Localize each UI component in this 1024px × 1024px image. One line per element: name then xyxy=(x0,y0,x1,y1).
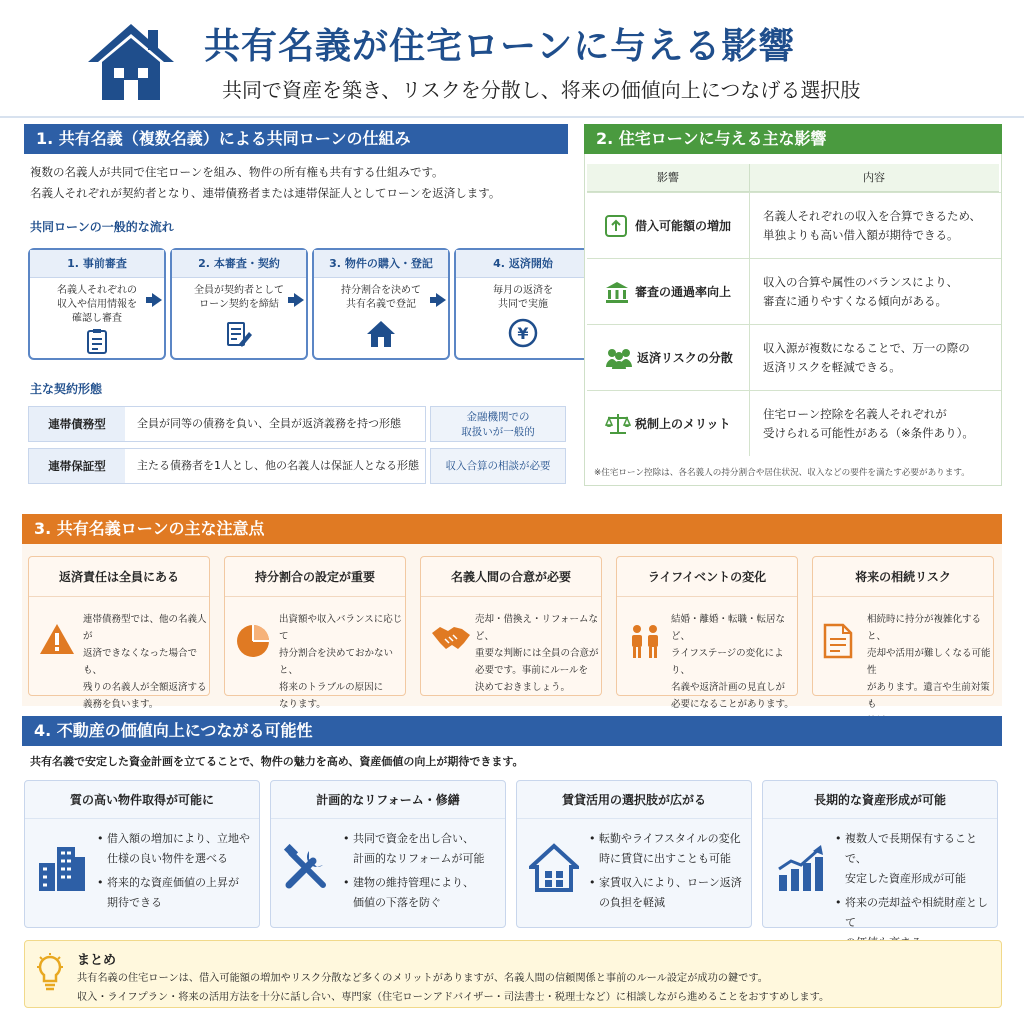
section1-desc1: 複数の名義人が共同で住宅ローンを組み、物件の所有権も共有する仕組みです。 xyxy=(30,165,444,179)
caution-line: 相続時に持分が複雑化すると、 xyxy=(867,614,982,642)
flow-arrow-icon xyxy=(152,293,162,307)
summary-box xyxy=(24,940,1002,1008)
caution-line: 売却や活用が難しくなる可能性 xyxy=(867,648,991,676)
flow-title: 共同ローンの一般的な流れ xyxy=(30,220,174,234)
caution-card-4 xyxy=(616,556,798,710)
flow-step-3 xyxy=(312,248,450,360)
effect-key: 借入可能額の増加 xyxy=(635,219,732,233)
section3-heading: 3. 共有名義ローンの主な注意点 xyxy=(22,514,1002,544)
section1-desc2: 名義人それぞれが契約者となり、連帯債務者または連帯保証人としてローンを返済します。 xyxy=(30,186,501,200)
flow-arrow-icon xyxy=(436,293,446,307)
caution-text xyxy=(279,611,403,713)
caution-line: 将来のトラブルの原因に xyxy=(279,682,384,693)
rental-house-icon xyxy=(529,843,579,893)
flow-step-text: 名義人それぞれの xyxy=(57,285,137,296)
value-bullet: • 転勤やライフスタイルの変化 時に賃貸に出すことも可能 xyxy=(589,829,749,869)
document-pen-icon xyxy=(225,320,253,348)
value-bullet: • 将来的な資産価値の上昇が 期待できる xyxy=(97,873,257,913)
flow-step-title: 2. 本審査・契約 xyxy=(172,250,306,278)
value-bullet: • 共同で資金を出し合い、 計画的なリフォームが可能 xyxy=(343,829,503,869)
caution-line: 残りの名義人が全額返済する xyxy=(83,682,207,693)
contract-value: 主たる債務者を1人とし、他の名義人は保証人となる形態 xyxy=(137,459,419,472)
header xyxy=(0,0,1024,118)
effect-table-header xyxy=(587,164,999,192)
checklist-icon xyxy=(86,328,108,354)
effect-key: 審査の通過率向上 xyxy=(635,285,732,299)
flow-step-text: 毎月の返済を xyxy=(493,285,553,296)
effect-content xyxy=(763,339,970,377)
note-text: 収入合算の相談が必要 xyxy=(445,460,551,472)
scale-icon xyxy=(605,413,631,435)
effect-text: 収入の合算や属性のバランスにより、 xyxy=(763,275,959,289)
effect-content xyxy=(763,405,974,443)
caution-line: 必要になることがあります。 xyxy=(671,699,794,710)
flow-step-text: 持分割合を決めて xyxy=(341,285,421,296)
effect-row-4 xyxy=(587,390,1001,456)
note-text: 金融機関での xyxy=(466,411,530,423)
summary-line1: 共有名義の住宅ローンは、借入可能額の増加やリスク分散など多くのメリットがありますが、名義人間の信頼関係と事前のルール設定が成功の鍵です。 xyxy=(77,973,768,984)
effect-text: 単独よりも高い借入額が期待できる。 xyxy=(763,228,959,242)
effect-text: 受けられる可能性がある（※条件あり）。 xyxy=(763,426,974,440)
caution-line: なります。 xyxy=(279,699,326,710)
svg-text:¥: ¥ xyxy=(517,324,529,343)
section2-heading: 2. 住宅ローンに与える主な影響 xyxy=(584,124,1002,154)
caution-line: があります。遺言や生前対策も xyxy=(867,682,990,710)
caution-line: 重要な判断には全員の合意が xyxy=(475,648,599,659)
caution-text xyxy=(83,611,207,713)
growth-chart-icon xyxy=(775,843,825,893)
contract-row-1 xyxy=(28,406,426,442)
flow-step-text: 全員が契約者として xyxy=(194,285,284,296)
contract-note-1 xyxy=(430,406,566,442)
contract-title: 主な契約形態 xyxy=(30,382,103,396)
effect-text: 名義人それぞれの収入を合算できるため、 xyxy=(763,209,982,223)
yen-coin-icon xyxy=(508,318,538,348)
caution-card-5 xyxy=(812,556,994,710)
flow-step-text: 共有名義で登記 xyxy=(346,299,416,310)
flow-step-1 xyxy=(28,248,166,360)
flow-step-2 xyxy=(170,248,308,360)
caution-card-2 xyxy=(224,556,406,710)
value-card-4 xyxy=(762,780,998,928)
caution-line: 連帯債務型では、他の名義人が xyxy=(83,614,207,642)
flow-step-text: 共同で実施 xyxy=(498,299,548,310)
effect-text: 審査に通りやすくなる傾向がある。 xyxy=(763,294,947,308)
caution-line: 持分割合を決めておかないと、 xyxy=(279,648,394,676)
value-card-title: 質の高い物件取得が可能に xyxy=(25,781,259,819)
caution-card-3 xyxy=(420,556,602,696)
money-up-icon xyxy=(605,215,627,237)
caution-title: 将来の相続リスク xyxy=(813,557,993,597)
effect-text: 返済リスクを軽減できる。 xyxy=(763,360,901,374)
effect-text: 住宅ローン控除を名義人それぞれが xyxy=(763,407,947,421)
effect-key: 返済リスクの分散 xyxy=(637,351,733,365)
value-card-title: 計画的なリフォーム・修繕 xyxy=(271,781,505,819)
contract-value: 全員が同等の債務を負い、全員が返済義務を持つ形態 xyxy=(137,417,401,430)
caution-card-1 xyxy=(28,556,210,710)
couple-icon xyxy=(627,623,663,659)
effect-key: 税制上のメリット xyxy=(635,417,731,431)
value-bullet: • 借入額の増加により、立地や 仕様の良い物件を選べる xyxy=(97,829,257,869)
flow-step-title: 3. 物件の購入・登記 xyxy=(314,250,448,278)
lightbulb-icon xyxy=(35,953,65,993)
contract-key: 連帯債務型 xyxy=(29,407,125,441)
caution-title: ライフイベントの変化 xyxy=(617,557,797,597)
contract-key: 連帯保証型 xyxy=(29,449,125,483)
caution-line: 名義や返済計画の見直しが xyxy=(671,682,786,693)
section4-heading: 4. 不動産の価値向上につながる可能性 xyxy=(22,716,1002,746)
value-bullet: • 将来の売却益や相続財産として xyxy=(835,893,995,953)
flow-step-text: 収入や信用情報を xyxy=(57,299,137,310)
flow-step-text: ローン契約を締結 xyxy=(199,299,279,310)
value-card-2 xyxy=(270,780,506,928)
effect-content xyxy=(763,273,958,311)
flow-arrow-icon xyxy=(294,293,304,307)
summary-title: まとめ xyxy=(77,953,117,968)
flow-step-4 xyxy=(454,248,592,360)
caution-line: 結婚・離婚・転職・転居など、 xyxy=(671,614,786,642)
caution-text xyxy=(671,611,795,713)
flow-step-text: 確認し審査 xyxy=(72,313,122,324)
effect-row-3 xyxy=(587,324,1001,390)
caution-line: 決めておきましょう。 xyxy=(475,682,571,693)
page-subtitle: 共同で資産を築き、リスクを分散し、将来の価値向上につなげる選択肢 xyxy=(222,78,861,102)
section1-heading: 1. 共有名義（複数名義）による共同ローンの仕組み xyxy=(24,124,568,154)
caution-line: ライフステージの変化により、 xyxy=(671,648,784,676)
effect-row-2 xyxy=(587,258,1001,324)
caution-line: 義務を負います。 xyxy=(83,699,159,710)
buildings-icon xyxy=(37,843,87,893)
flow-step-title: 1. 事前審査 xyxy=(30,250,164,278)
caution-line: 出資額や収入バランスに応じて xyxy=(279,614,403,642)
summary-line2: 収入・ライフプラン・将来の活用方法を十分に話し合い、専門家（住宅ローンアドバイザー・司法書士・税理士など）に相談しながら進めることをおすすめします。 xyxy=(77,992,830,1003)
value-card-title: 賃貸活用の選択肢が広がる xyxy=(517,781,751,819)
value-card-1 xyxy=(24,780,260,928)
effect-content xyxy=(763,207,981,245)
warning-icon xyxy=(39,623,75,655)
pie-chart-icon xyxy=(235,623,271,659)
section4-desc: 共有名義で安定した資金計画を立てることで、物件の魅力を高め、資産価値の向上が期待できます。 xyxy=(30,755,524,768)
caution-title: 返済責任は全員にある xyxy=(29,557,209,597)
caution-line: 必要です。事前にルールを xyxy=(475,665,589,676)
caution-line: 返済できなくなった場合でも、 xyxy=(83,648,198,676)
people-group-icon xyxy=(605,347,633,369)
house-logo-icon xyxy=(86,22,176,102)
tools-icon xyxy=(283,843,333,893)
handshake-icon xyxy=(431,623,471,653)
document-icon xyxy=(823,623,853,659)
col-header-content: 内容 xyxy=(863,171,885,184)
caution-title: 名義人間の合意が必要 xyxy=(421,557,601,597)
bank-icon xyxy=(605,281,629,303)
caution-line: 売却・借換え・リフォームなど、 xyxy=(475,614,599,642)
col-header-effect: 影響 xyxy=(657,171,679,184)
value-bullet: • 家賃収入により、ローン返済 の負担を軽減 xyxy=(589,873,749,913)
note-text: 取扱いが一般的 xyxy=(461,426,535,438)
flow-step-title: 4. 返済開始 xyxy=(456,250,590,278)
page-title: 共有名義が住宅ローンに与える影響 xyxy=(204,26,796,67)
value-card-3 xyxy=(516,780,752,928)
caution-text xyxy=(475,611,599,696)
effect-row-1 xyxy=(587,192,1001,258)
caution-title: 持分割合の設定が重要 xyxy=(225,557,405,597)
contract-note-2 xyxy=(430,448,566,484)
house-icon xyxy=(366,320,396,348)
effect-footnote: ※住宅ローン控除は、各名義人の持分割合や居住状況、収入などの要件を満たす必要があります。 xyxy=(594,468,970,478)
effect-text: 収入源が複数になることで、万一の際の xyxy=(763,341,970,355)
value-card-title: 長期的な資産形成が可能 xyxy=(763,781,997,819)
value-bullet: • 建物の維持管理により、 価値の下落を防ぐ xyxy=(343,873,503,913)
value-bullet: • 複数人で長期保有することで、 安定した資産形成が可能 xyxy=(835,829,995,889)
caution-text xyxy=(867,611,991,730)
contract-row-2 xyxy=(28,448,426,484)
